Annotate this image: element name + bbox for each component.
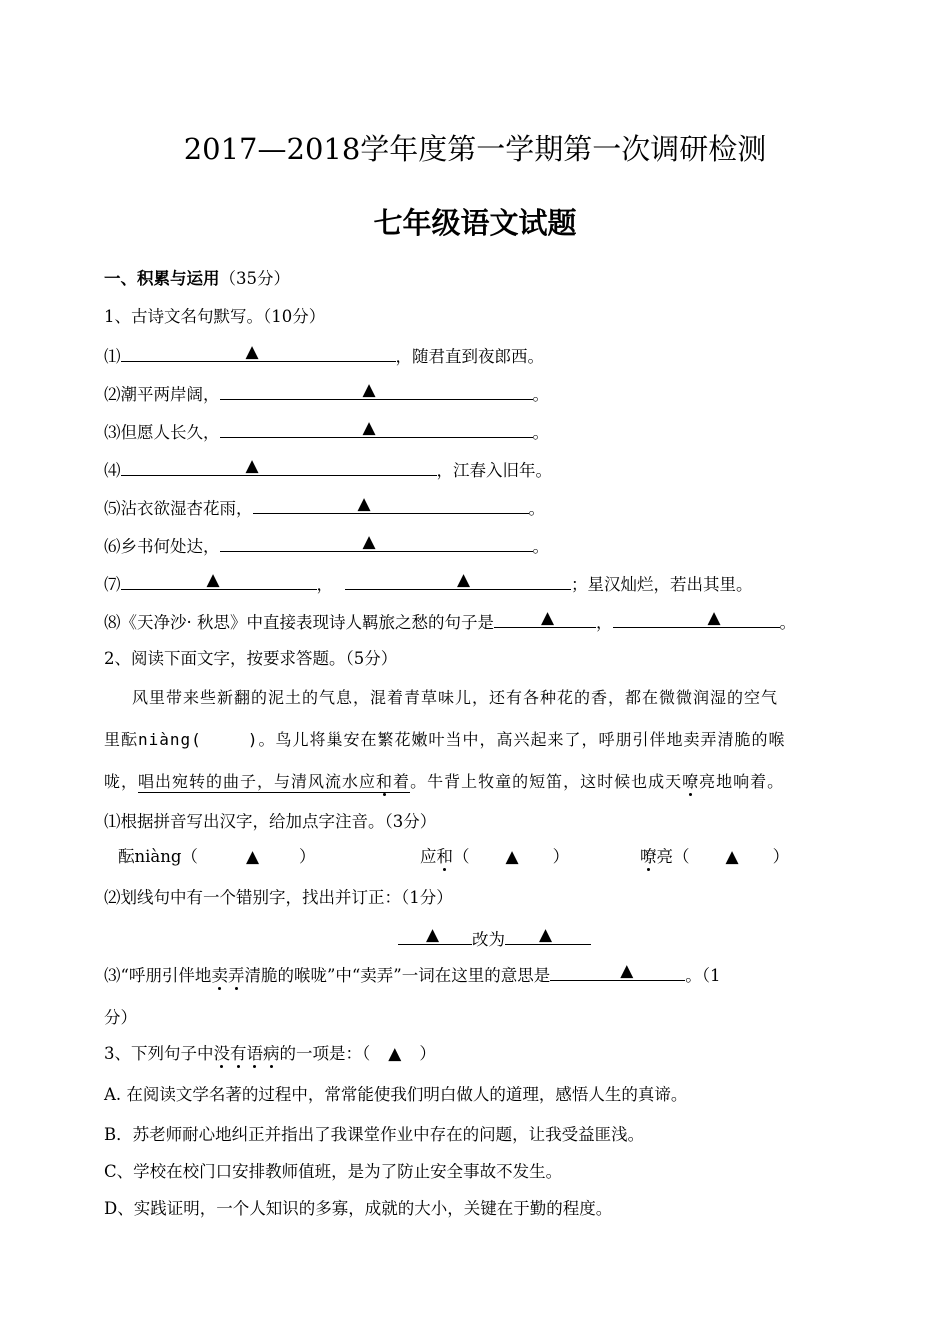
change-label: 改为 xyxy=(472,930,505,949)
passage-line-2 xyxy=(104,728,785,752)
dotted-char: 和 xyxy=(436,847,453,866)
passage-text: )。鸟儿将巢安在繁花嫩叶当中，高兴起来了，呼朋引伴地卖弄清脆的喉 xyxy=(247,730,786,749)
triangle-marker-icon: ▲ xyxy=(620,961,634,981)
answer-blank[interactable] xyxy=(345,571,571,590)
passage-text: 。牛背上牧童的短笛，这时候也成天 xyxy=(410,772,683,791)
item-text: 潮平两岸阔， xyxy=(120,385,220,404)
passage-line-3 xyxy=(104,770,784,794)
answer-label: （ xyxy=(453,847,470,866)
triangle-marker-icon: ▲ xyxy=(362,380,376,400)
section-title: 一、积累与运用 xyxy=(104,269,220,288)
triangle-marker-icon: ▲ xyxy=(206,570,220,590)
option-a[interactable]: A. 在阅读文学名著的过程中，常常能使我们明白做人的道理，感悟人生的真谛。 xyxy=(104,1085,688,1104)
q2-sub-2-answer xyxy=(398,926,591,952)
answer-blank[interactable] xyxy=(220,381,533,400)
triangle-marker-icon: ▲ xyxy=(362,532,376,552)
exam-title: 2017—2018学年度第一学期第一次调研检测 xyxy=(183,132,767,166)
answer-label: 应 xyxy=(420,847,437,866)
triangle-marker-icon: ▲ xyxy=(245,342,259,362)
item-number: ⑻ xyxy=(104,613,121,632)
answer-blank[interactable] xyxy=(121,457,437,476)
item-text: 乡书何处达， xyxy=(120,537,220,556)
item-number: ⑹ xyxy=(104,537,121,556)
underlined-text: 着 xyxy=(393,772,411,791)
q2-sub-2-heading: ⑵划线句中有一个错别字，找出并订正：（1分） xyxy=(104,888,453,907)
item-text: 。 xyxy=(779,613,796,632)
triangle-marker-icon[interactable]: ▲ xyxy=(388,1044,402,1064)
answer-blank[interactable] xyxy=(121,343,396,362)
item-number: ⑸ xyxy=(104,499,121,518)
q1-item-6 xyxy=(104,533,549,559)
passage-text: 咙， xyxy=(104,772,139,791)
exam-subtitle: 七年级语文试题 xyxy=(373,206,577,240)
dotted-char: 病 xyxy=(263,1044,280,1063)
answer-blank[interactable] xyxy=(494,609,596,628)
item-text: 沾衣欲湿杏花雨， xyxy=(120,499,253,518)
item-text: 但愿人长久， xyxy=(120,423,220,442)
dotted-char: 卖 xyxy=(211,966,228,985)
dotted-char: 语 xyxy=(246,1044,263,1063)
answer-blank[interactable] xyxy=(398,926,472,945)
triangle-marker-icon: ▲ xyxy=(707,608,721,628)
q2-sub-3-cont: 分） xyxy=(104,1008,137,1027)
triangle-marker-icon: ▲ xyxy=(357,494,371,514)
q1-item-8 xyxy=(104,609,796,635)
item-number: ⑴ xyxy=(104,347,121,366)
question-text: 。（1 xyxy=(685,966,721,985)
question-text: 的一项是：（ xyxy=(279,1044,371,1063)
item-number: ⑶ xyxy=(104,423,121,442)
answer-blank[interactable] xyxy=(121,571,317,590)
answer-blank[interactable] xyxy=(613,609,780,628)
dotted-char: 和 xyxy=(376,772,394,791)
answer-label: 酝niàng（ xyxy=(118,847,198,866)
triangle-marker-icon[interactable]: ▲ xyxy=(245,847,260,867)
triangle-marker-icon: ▲ xyxy=(362,418,376,438)
answer-blank[interactable] xyxy=(220,419,533,438)
dotted-char: 没 xyxy=(213,1044,230,1063)
question-text: 3、下列句子中 xyxy=(104,1044,214,1063)
answer-blank[interactable] xyxy=(253,495,529,514)
passage-text: 亮地响着。 xyxy=(699,772,785,791)
item-text: 《天净沙· 秋思》中直接表现诗人羁旅之愁的句子是 xyxy=(120,613,494,632)
item-number: ⑷ xyxy=(104,461,121,480)
triangle-marker-icon[interactable]: ▲ xyxy=(505,847,519,867)
close-paren: ） xyxy=(552,847,570,866)
option-d[interactable]: D、实践证明，一个人知识的多寡，成就的大小，关键在于勤的程度。 xyxy=(104,1199,613,1218)
q1-item-4 xyxy=(104,457,552,483)
question-3-heading xyxy=(104,1042,436,1066)
question-text: ⑶“呼朋引伴地 xyxy=(104,966,212,985)
item-text: 。 xyxy=(528,499,545,518)
underlined-text: 唱出宛转的曲子，与清风流水应 xyxy=(138,772,377,791)
answer-blank[interactable] xyxy=(505,926,591,945)
dotted-char: 有 xyxy=(230,1044,247,1063)
item-text: ， xyxy=(316,575,333,594)
answer-blank[interactable] xyxy=(550,962,685,981)
q2-sub-3 xyxy=(104,962,721,988)
q1-item-1 xyxy=(104,343,544,369)
option-c[interactable]: C、学校在校门口安排教师值班，是为了防止安全事故不发生。 xyxy=(104,1162,563,1181)
triangle-marker-icon[interactable]: ▲ xyxy=(725,847,739,867)
section-score: （35分） xyxy=(219,269,290,288)
passage-text: 里酝niàng( xyxy=(104,730,202,749)
item-number: ⑺ xyxy=(104,575,121,594)
item-text: ， xyxy=(596,613,613,632)
triangle-marker-icon: ▲ xyxy=(539,925,553,945)
q2-sub-1-heading: ⑴根据拼音写出汉字，给加点字注音。（3分） xyxy=(104,812,437,831)
underlined-sentence xyxy=(138,772,410,793)
dotted-char: 嘹 xyxy=(640,847,657,866)
q2-sub-1-answer-b xyxy=(420,845,569,869)
question-2-heading: 2、阅读下面文字，按要求答题。（5分） xyxy=(104,649,398,668)
item-text: 。 xyxy=(532,385,549,404)
option-b[interactable]: B．苏老师耐心地纠正并指出了我课堂作业中存在的问题，让我受益匪浅。 xyxy=(104,1125,645,1144)
dotted-char: 弄 xyxy=(227,966,245,985)
item-text: ，江春入旧年。 xyxy=(436,461,552,480)
triangle-marker-icon: ▲ xyxy=(426,925,440,945)
item-number: ⑵ xyxy=(104,385,121,404)
q1-item-3 xyxy=(104,419,549,445)
q1-item-2 xyxy=(104,381,549,407)
q2-sub-1-answer-c xyxy=(640,845,789,869)
q1-item-7 xyxy=(104,571,753,597)
question-1-heading: 1、古诗文名句默写。（10分） xyxy=(104,307,326,326)
triangle-marker-icon: ▲ xyxy=(245,456,259,476)
dotted-char: 嘹 xyxy=(682,772,700,791)
close-paren: ） xyxy=(299,847,316,866)
question-text: ） xyxy=(419,1044,436,1063)
q1-item-5 xyxy=(104,495,545,521)
close-paren: ） xyxy=(772,847,790,866)
item-text: 。 xyxy=(532,423,549,442)
section-heading xyxy=(104,267,290,291)
question-text: 清脆的喉咙”中“卖弄”一词在这里的意思是 xyxy=(244,966,551,985)
q2-sub-1-answers xyxy=(118,845,316,869)
triangle-marker-icon: ▲ xyxy=(457,570,471,590)
triangle-marker-icon: ▲ xyxy=(541,608,555,628)
answer-label: 亮（ xyxy=(656,847,690,866)
item-text: 。 xyxy=(532,537,549,556)
item-text: ；星汉灿烂，若出其里。 xyxy=(571,575,753,594)
passage-line-1: 风里带来些新翻的泥土的气息，混着青草味儿，还有各种花的香，都在微微润湿的空气 xyxy=(132,688,779,707)
item-text: ，随君直到夜郎西。 xyxy=(395,347,544,366)
answer-blank[interactable] xyxy=(220,533,533,552)
